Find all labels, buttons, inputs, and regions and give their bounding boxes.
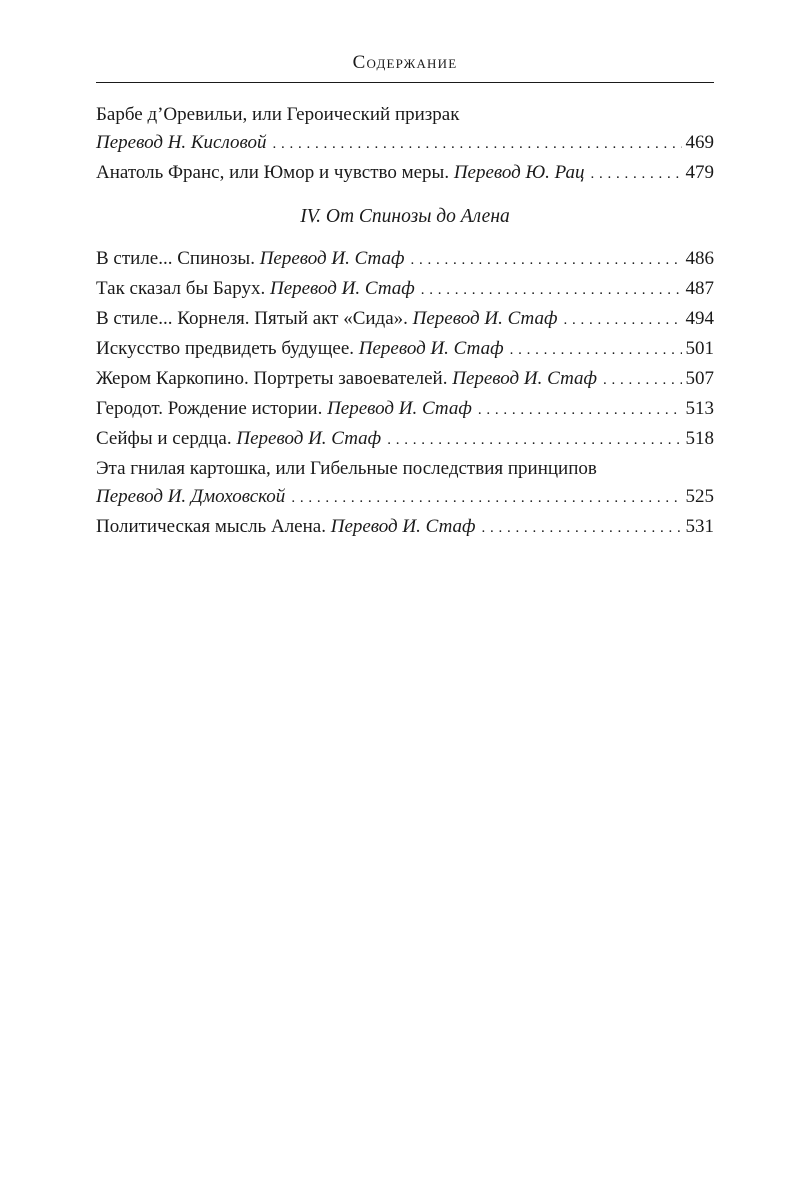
entry-translator: Перевод И. Стаф [236,428,382,449]
entry-page-number: 501 [685,338,714,359]
entry-translator: Перевод И. Стаф [330,516,476,537]
dot-leader [482,514,682,542]
entry-page-number: 494 [685,308,714,329]
dot-leader [411,246,682,274]
entry-title: Сейфы и сердца. [96,428,232,449]
entry-page-number: 507 [685,368,714,389]
entry-page-number: 531 [685,516,714,537]
dot-leader [603,366,681,394]
toc-entry [96,275,714,304]
entry-title: В стиле... Корнеля. Пятый акт «Сида». [96,308,408,329]
entry-page-number: 479 [685,162,714,183]
entry-translator: Перевод И. Дмоховской [96,486,286,507]
dot-leader [563,306,681,334]
entry-title: Анатоль Франс, или Юмор и чувство меры. [96,162,450,183]
dot-leader [421,276,682,304]
entry-title: Барбе д’Оревильи, или Героический призрак [96,104,460,125]
entry-translator: Перевод И. Стаф [358,338,504,359]
entry-translator: Перевод И. Стаф [412,308,558,329]
dot-leader [272,130,681,158]
dot-leader [387,426,681,454]
entry-translator: Перевод Ю. Рац [453,162,585,183]
toc-entry [96,159,714,188]
entry-translator: Перевод И. Стаф [259,248,405,269]
entry-page-number: 525 [685,486,714,507]
dot-leader [478,396,682,424]
toc-entry [96,395,714,424]
dot-leader [591,160,682,188]
entry-title: В стиле... Спинозы. [96,248,255,269]
entry-translator: Перевод И. Стаф [269,278,415,299]
toc-entry [96,513,714,542]
entry-page-number: 487 [685,278,714,299]
entry-title: Политическая мысль Алена. [96,516,326,537]
dot-leader [510,336,682,364]
entry-translator: Перевод И. Стаф [452,368,598,389]
entry-title: Жером Каркопино. Портреты завоевателей. [96,368,448,389]
entry-title: Так сказал бы Барух. [96,278,266,299]
toc-entry [96,305,714,334]
section-heading: IV. От Спинозы до Алена [300,206,510,227]
entry-title: Эта гнилая картошка, или Гибельные последствия принципов [96,458,597,479]
dot-leader [291,484,681,512]
toc-entry [96,101,714,158]
table-of-contents [96,101,714,543]
toc-entry [96,455,714,512]
entry-page-number: 469 [685,132,714,153]
entry-translator: Перевод Н. Кисловой [96,132,267,153]
toc-entry [96,335,714,364]
entry-page-number: 486 [685,248,714,269]
entry-title: Геродот. Рождение истории. [96,398,323,419]
toc-entry [96,365,714,394]
header-rule [96,82,714,83]
entry-title: Искусство предвидеть будущее. [96,338,355,359]
entry-page-number: 518 [685,428,714,449]
entry-page-number: 513 [685,398,714,419]
toc-entry [96,245,714,274]
toc-entry [96,425,714,454]
running-head: Содержание [352,52,458,73]
entry-translator: Перевод И. Стаф [327,398,472,419]
